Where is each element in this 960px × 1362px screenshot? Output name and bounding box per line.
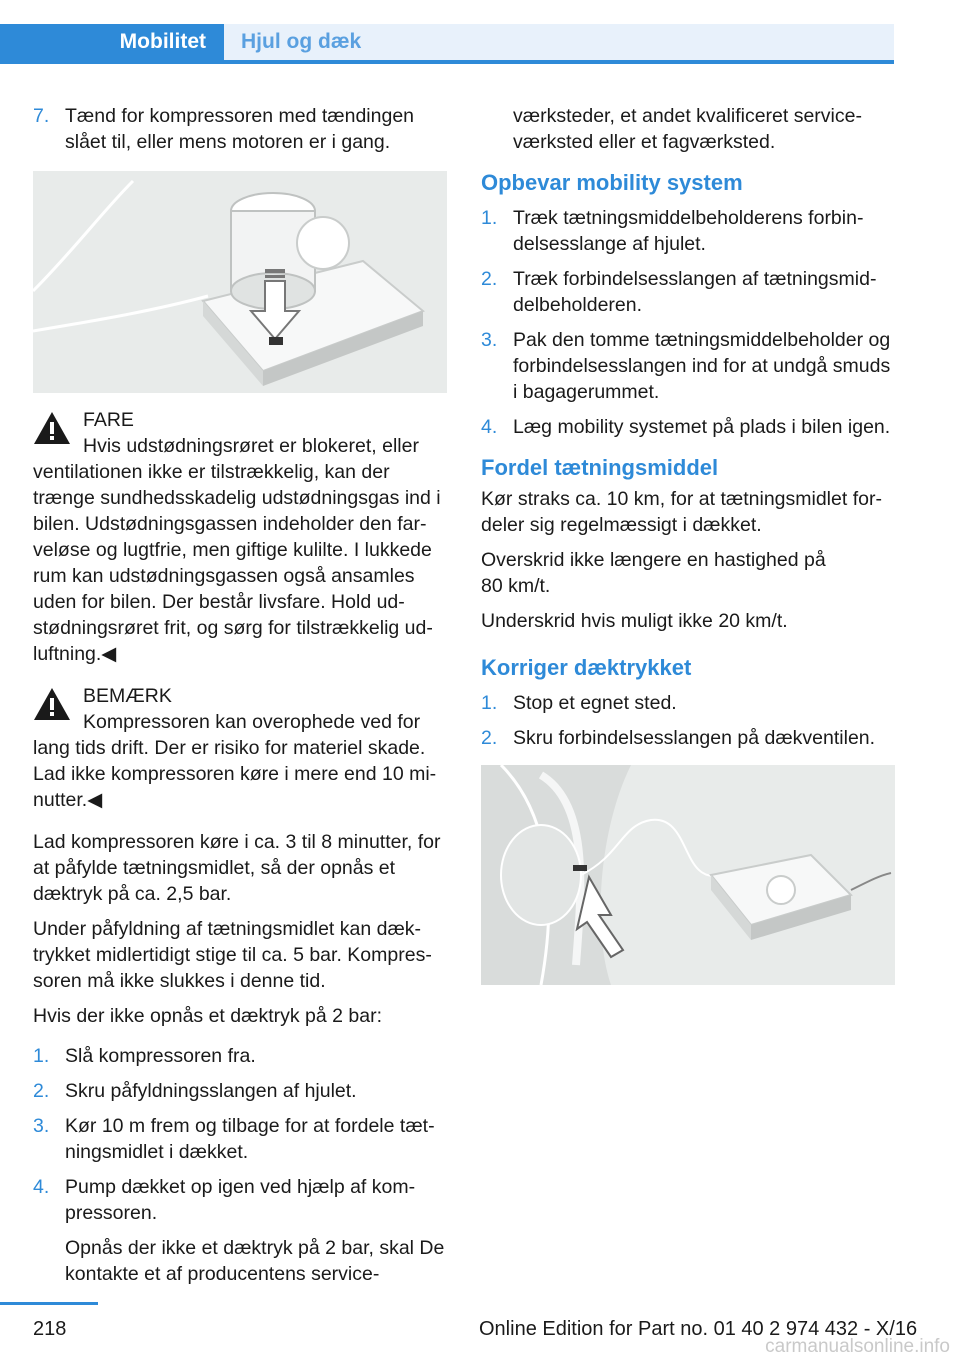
compressor-illustration (33, 171, 447, 393)
warning-body: Kompressoren kan overophede ved for lang tids drift. Der er risiko for materiel skade. Lad ikke kompressoren køre i mere end 10 minutter.◀ (33, 711, 437, 811)
list-item (481, 327, 895, 405)
warning-triangle-icon (33, 411, 71, 445)
list-number: 1. (481, 207, 498, 229)
paragraph (481, 547, 895, 599)
list-number: 2. (481, 268, 498, 290)
paragraph: Kør straks ca. 10 km, for at tætningsmidlet fordeler sig regelmæssigt i dækket. (481, 488, 882, 536)
list-number: 2. (481, 727, 498, 749)
tab-mobilitet[interactable] (0, 24, 224, 60)
paragraph-line: 80 km/t. (481, 575, 551, 597)
list-text: Pump dækket op igen ved hjælp af kompressoren. (65, 1176, 416, 1224)
list-text: Træk tætningsmiddelbeholderens forbindelsesslange af hjulet. (513, 207, 864, 255)
list-item (481, 725, 895, 751)
list-number: 3. (33, 1115, 50, 1137)
watermark: carmanualsonline.info (765, 1336, 950, 1357)
footer-rule (0, 1302, 98, 1305)
list-item (33, 1174, 449, 1287)
list-subtext: Opnås der ikke et dæktryk på 2 bar, skal De kontakte et af producentens service- (65, 1237, 445, 1285)
list-text: Stop et egnet sted. (513, 692, 677, 714)
list-number: 2. (33, 1080, 50, 1102)
list-item (33, 1043, 449, 1069)
right-column (481, 103, 895, 985)
list-number: 1. (481, 692, 498, 714)
tab-mobilitet-label: Mobilitet (119, 30, 206, 53)
list-item (33, 103, 449, 155)
list-item (33, 1078, 449, 1104)
list-text: Kør 10 m frem og tilbage for at fordele tætningsmidlet i dækket. (65, 1115, 435, 1163)
list-text: Skru påfyldningsslangen af hjulet. (65, 1080, 357, 1102)
paragraph: Underskrid hvis muligt ikke 20 km/t. (481, 610, 788, 632)
list-text: Tænd for kompressoren med tændingen slået til, eller mens motoren er i gang. (65, 105, 415, 153)
page-header (0, 0, 960, 64)
list-text: Slå kompressoren fra. (65, 1045, 256, 1067)
list-text: Pak den tomme tætningsmiddelbeholder og forbindelsesslangen ind for at undgå smuds i bagagerummet. (513, 329, 891, 403)
warning-triangle-icon (33, 687, 71, 721)
section-heading-store: Opbevar mobility system (481, 170, 743, 195)
list-item (481, 414, 895, 440)
paragraph: Lad kompressoren køre i ca. 3 til 8 minutter, for at påfylde tætningsmidlet, så der opnås et dæktryk på ca. 2,5 bar. (33, 831, 441, 905)
warning-notice (33, 683, 449, 813)
list-item (481, 690, 895, 716)
header-rule (0, 60, 894, 64)
list-item (481, 266, 895, 318)
paragraph: Hvis der ikke opnås et dæktryk på 2 bar: (33, 1005, 382, 1027)
paragraph-line: Overskrid ikke længere en hastighed på (481, 549, 826, 571)
list-text: Træk forbindelsesslangen af tætningsmiddelbeholderen. (513, 268, 877, 316)
list-number: 4. (33, 1176, 50, 1198)
tire-compressor-figure (481, 765, 895, 985)
list-number: 4. (481, 416, 498, 438)
warning-title: BEMÆRK (83, 685, 172, 707)
warning-danger (33, 407, 449, 667)
left-column (33, 103, 449, 1296)
tire-illustration (481, 765, 895, 985)
list-text: Skru forbindelsesslangen på dækventilen. (513, 727, 876, 749)
list-number: 1. (33, 1045, 50, 1067)
paragraph: Under påfyldning af tætningsmidlet kan dæktrykket midlertidigt stige til ca. 5 bar. Kompressoren må ikke slukkes i denne tid. (33, 918, 432, 992)
warning-title: FARE (83, 409, 134, 431)
tab-hjul-og-daek-label: Hjul og dæk (241, 30, 362, 53)
warning-body: Hvis udstødningsrøret er blokeret, eller ventilationen ikke er tilstrækkelig, kan der trænge sundhedsskadelig udstødningsgas ind i bilen. Udstødningsgassen indeholder den farveløse og lugtfrie, men giftige kulilte. I lukkede rum kan udstødningsgassen også ansamles uden for bilen. Der består livsfare. Hold udstødningsrøret frit, og sørg for tilstrækkelig udluftning.◀ (33, 435, 441, 665)
compressor-figure (33, 171, 447, 393)
list-item (33, 1113, 449, 1165)
edition-text: Online Edition for Part no. 01 40 2 974 432 - X/16 (479, 1318, 918, 1340)
paragraph: værksteder, et andet kvalificeret serviceværksted eller et fagværksted. (513, 105, 862, 153)
list-item (481, 205, 895, 257)
tab-hjul-og-daek[interactable] (224, 24, 894, 60)
page-number: 218 (33, 1318, 67, 1340)
section-heading-distribute: Fordel tætningsmiddel (481, 455, 719, 480)
list-number: 3. (481, 329, 498, 351)
list-text: Læg mobility systemet på plads i bilen igen. (513, 416, 891, 438)
list-number: 7. (33, 105, 50, 127)
section-heading-correct: Korriger dæktrykket (481, 655, 692, 680)
